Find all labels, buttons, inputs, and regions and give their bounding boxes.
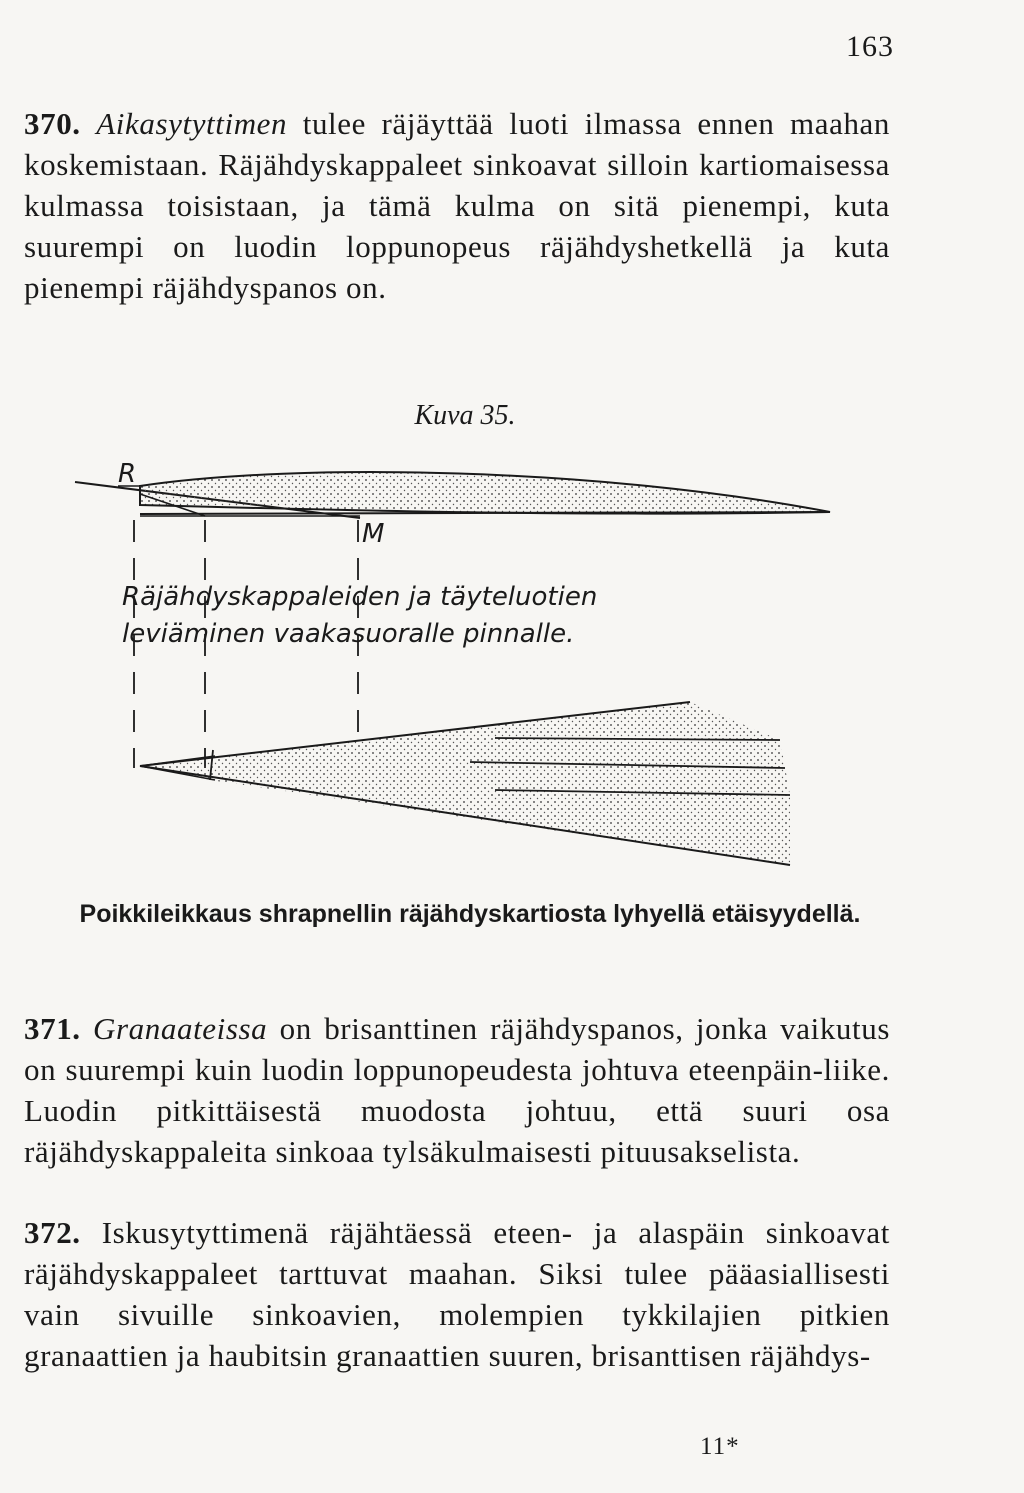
burst-cone-side (140, 472, 830, 514)
paragraph-text: Iskusytyttimenä räjähtäessä eteen- ja alaspäin sinkoavat räjähdyskappaleet tarttuvat maahan. Siksi tulee pääasiallisesti vain sivuille sinkoavien, molempien tykkilajien pitkien granaattien ja haubitsin granaattien suuren, brisanttisen räjähdys- (24, 1215, 890, 1373)
handwritten-line-1: Räjähdyskappaleiden ja täyteluotien (122, 582, 598, 612)
spread-area (140, 702, 790, 865)
paragraph-term: Aikasytyttimen (96, 106, 288, 141)
handwritten-line-2: leviäminen vaakasuoralle pinnalle. (122, 619, 575, 649)
paragraph-text: tulee räjäyttää luoti ilmassa ennen maahan koskemistaan. Räjähdyskappaleet sinkoavat silloin kartiomaisessa kulmassa toisistaan, ja tämä kulma on sitä pienempi, kuta suurempi on luodin loppunopeus räjähdyshetkellä ja kuta pienempi räjähdyspanos on. (24, 106, 891, 305)
paragraph-371 (24, 1008, 890, 1172)
label-m: M (362, 519, 385, 549)
label-r: R (118, 459, 137, 489)
paragraph-term: Granaateissa (93, 1011, 268, 1046)
paragraph-372 (24, 1212, 890, 1376)
side-view (75, 459, 830, 549)
paragraph-number: 371. (24, 1011, 81, 1046)
figure-caption: Poikkileikkaus shrapnellin räjähdyskartiosta lyhyellä etäisyydellä. (79, 900, 861, 928)
paragraph-370 (24, 103, 890, 308)
paragraph-text: on brisanttinen räjähdyspanos, jonka vaikutus on suurempi kuin luodin loppunopeudesta johtuva eteenpäin-liike. Luodin pitkittäisestä muodosta johtuu, että suuri osa räjähdyskappaleita sinkoaa tylsäkulmaisesti pituusakselista. (24, 1011, 890, 1169)
page-number: 163 (846, 30, 894, 63)
plan-view (140, 702, 790, 865)
paragraph-number: 372. (24, 1215, 81, 1250)
figure-diagram (0, 450, 900, 880)
figure-title: Kuva 35. (414, 400, 516, 431)
signature-mark: 11* (700, 1433, 740, 1460)
paragraph-number: 370. (24, 106, 81, 141)
